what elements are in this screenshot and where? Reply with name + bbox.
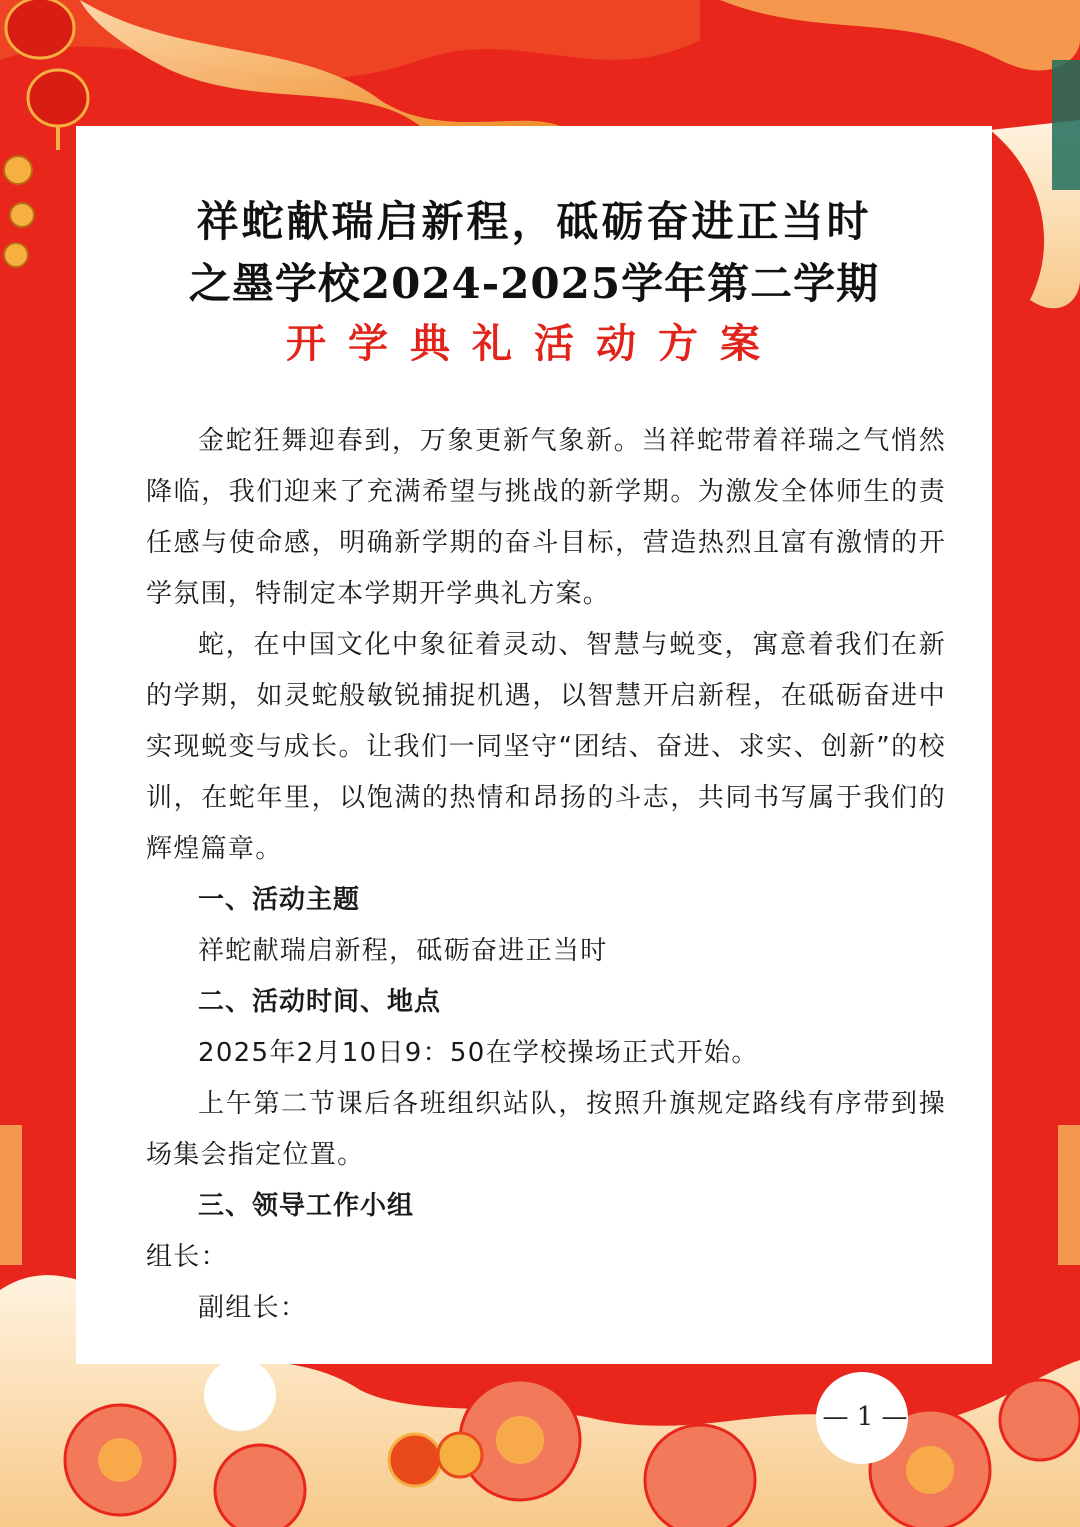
theme-text: 祥蛇献瑞启新程，砥砺奋进正当时 (198, 936, 608, 966)
deputy-leader-label: 副组长： (198, 1293, 308, 1323)
document-title-line3: 开学典礼活动方案 (286, 320, 782, 367)
document-title-line2: 之墨学校2024-2025学年第二学期 (188, 259, 880, 308)
meaning-paragraph: 蛇，在中国文化中象征着灵动、智慧与蜕变，寓意着我们在新的学期，如灵蛇般敏锐捕捉机遇，以智慧开启新程，在砥砺奋进中实现蜕变与成长。让我们一同坚守“团结、奋进、求实、创新”的校训，在蛇年里，以饱满的热情和昂扬的斗志，共同书写属于我们的辉煌篇章。 (146, 630, 946, 864)
document-title-line1: 祥蛇献瑞启新程，砥砺奋进正当时 (196, 197, 872, 246)
assembly-text: 上午第二节课后各班组织站队，按照升旗规定路线有序带到操场集会指定位置。 (146, 1089, 946, 1170)
section-heading-theme: 一、活动主题 (198, 885, 361, 915)
page-number: — 1 — (822, 1402, 908, 1432)
intro-paragraph: 金蛇狂舞迎春到，万象更新气象新。当祥蛇带着祥瑞之气悄然降临，我们迎来了充满希望与挑战的新学期。为激发全体师生的责任感与使命感，明确新学期的奋斗目标，营造热烈且富有激情的开学氛围，特制定本学期开学典礼方案。 (146, 426, 946, 609)
section-heading-leadership: 三、领导工作小组 (198, 1191, 415, 1221)
section-heading-time-place: 二、活动时间、地点 (198, 987, 442, 1017)
document-body (146, 416, 946, 1334)
document-page (76, 126, 992, 1364)
leader-label: 组长： (146, 1242, 228, 1272)
time-text: 2025年2月10日9：50在学校操场正式开始。 (198, 1038, 759, 1068)
